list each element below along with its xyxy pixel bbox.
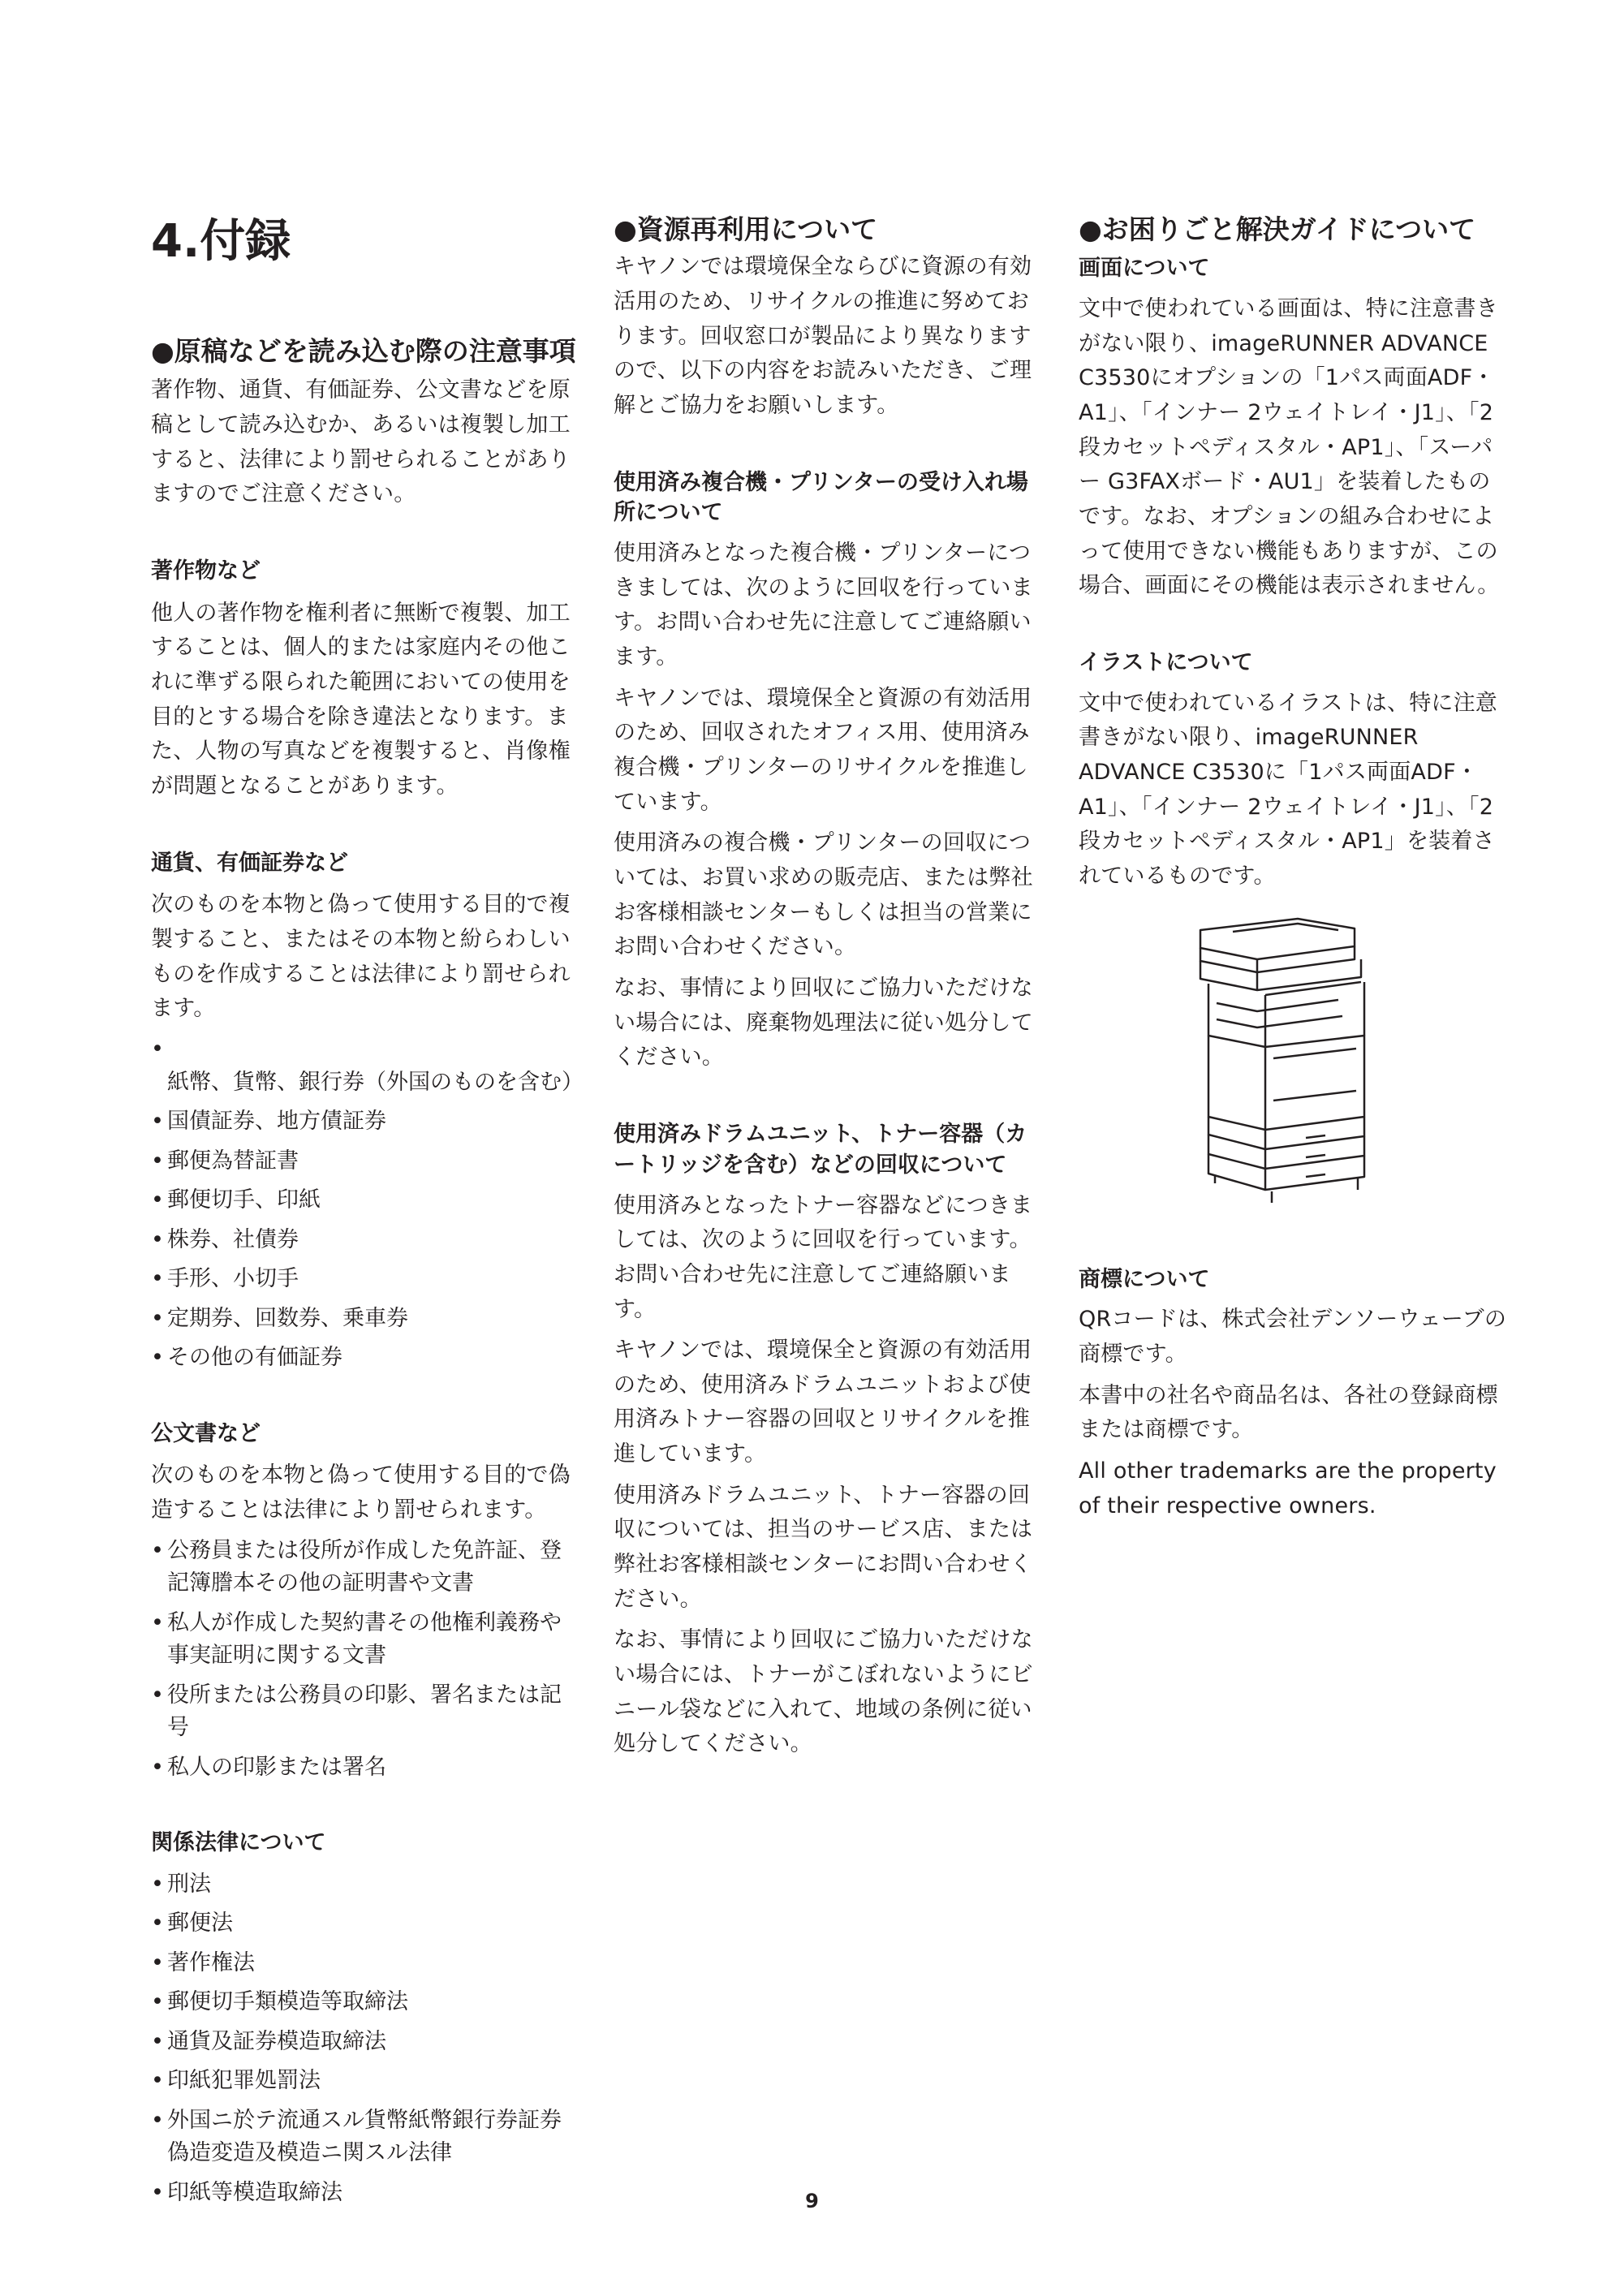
- copyright-body: 他人の著作物を権利者に無断で複製、加工することは、個人的または家庭内その他これに準ずる限られた範囲においての使用を目的とする場合を除き違法となります。また、人物の写真などを複製すると、肖像権が問題となることがあります。: [151, 600, 571, 799]
- list-item: • 役所または公務員の印影、署名または記号: [151, 1679, 579, 1745]
- heading-trademarks: 商標について: [1079, 1266, 1210, 1292]
- scan-precautions-intro: 著作物、通貨、有価証券、公文書などを原稿として読み込むか、あるいは複製し加工すると、法律により罰せられることがありますのでご注意ください。: [151, 377, 571, 507]
- trademarks-paragraph: 本書中の社名や商品名は、各社の登録商標または商標です。: [1079, 1382, 1498, 1443]
- list-item: • 印紙犯罪処罰法: [151, 2065, 579, 2098]
- section-title-recycling: ●資源再利用について: [614, 213, 878, 245]
- list-item: • 国債証券、地方債証券: [151, 1105, 579, 1139]
- list-item: • 紙幣、貨幣、銀行券（外国のものを含む）: [151, 1033, 579, 1099]
- heading-screens: 画面について: [1079, 256, 1210, 282]
- trademarks-paragraph: All other trademarks are the property of their respective owners.: [1079, 1458, 1497, 1518]
- list-item: • 定期券、回数券、乗車券: [151, 1303, 579, 1336]
- trademarks-paragraph: QRコードは、株式会社デンソーウェーブの商標です。: [1079, 1307, 1507, 1368]
- related-laws-list: [151, 1868, 579, 2210]
- screens-body: 文中で使われている画面は、特に注意書きがない限り、imageRUNNER ADVANCE C3530にオプションの「1パス両面ADF・A1」、「インナー 2ウェイトレイ・J1」、「2段カセットペディスタル・AP1」、「スーパー G3FAXボード・AU1」を装着したものです。なお、オプションの組み合わせによって使用できない機能もありますが、この場合、画面にその機能は表示されません。: [1079, 296, 1500, 599]
- list-item: • 外国ニ於テ流通スル貨幣紙幣銀行券証券偽造変造及模造ニ関スル法律: [151, 2104, 579, 2170]
- drum-return-paragraph: キヤノンでは、環境保全と資源の有効活用のため、使用済みドラムユニットおよび使用済みトナー容器の回収とリサイクルを推進しています。: [614, 1338, 1032, 1467]
- list-item: • 私人が作成した契約書その他権利義務や事実証明に関する文書: [151, 1607, 579, 1673]
- recycling-intro: キヤノンでは環境保全ならびに資源の有効活用のため、リサイクルの推進に努めております。回収窓口が製品により異なりますので、以下の内容をお読みいただき、ご理解とご協力をお願いします。: [614, 254, 1032, 418]
- list-item: • 通貨及証券模造取締法: [151, 2026, 579, 2059]
- heading-related-laws: 関係法律について: [151, 1830, 326, 1856]
- list-item: • 郵便切手、印紙: [151, 1184, 579, 1217]
- heading-mfp-return: 使用済み複合機・プリンターの受け入れ場所について: [614, 469, 1028, 526]
- section-title-troubleshooting-guide: ●お困りごと解決ガイドについて: [1079, 213, 1476, 245]
- list-item: • 手形、小切手: [151, 1263, 579, 1296]
- official-documents-list: [151, 1535, 579, 1785]
- list-item: • 刑法: [151, 1868, 579, 1902]
- column-middle: [614, 213, 1042, 1768]
- chapter-title: 4.付録: [151, 215, 291, 268]
- list-item: • 郵便法: [151, 1907, 579, 1941]
- list-item: • 郵便為替証書: [151, 1145, 579, 1178]
- page-number: 9: [805, 2190, 819, 2212]
- list-item: • 私人の印影または署名: [151, 1751, 579, 1785]
- list-item: • その他の有価証券: [151, 1342, 579, 1375]
- heading-copyright: 著作物など: [151, 558, 261, 584]
- currency-body: 次のものを本物と偽って使用する目的で複製すること、またはその本物と紛らわしいものを作成することは法律により罰せられます。: [151, 892, 571, 1022]
- heading-drum-toner-return: 使用済みドラムユニット、トナー容器（カートリッジを含む）などの回収について: [614, 1121, 1027, 1178]
- column-right: [1079, 213, 1507, 1530]
- drum-return-paragraph: 使用済みとなったトナー容器などにつきましては、次のように回収を行っています。お問い合わせ先に注意してご連絡願います。: [614, 1192, 1033, 1322]
- official-documents-body: 次のものを本物と偽って使用する目的で偽造することは法律により罰せられます。: [151, 1462, 571, 1523]
- mfp-return-paragraph: キヤノンでは、環境保全と資源の有効活用のため、回収されたオフィス用、使用済み複合機・プリンターのリサイクルを推進しています。: [614, 685, 1032, 815]
- heading-currency: 通貨、有価証券など: [151, 850, 348, 876]
- mfp-return-paragraph: 使用済みの複合機・プリンターの回収については、お買い求めの販売店、または弊社お客様相談センターもしくは担当の営業にお問い合わせください。: [614, 830, 1033, 960]
- list-item: • 郵便切手類模造等取締法: [151, 1986, 579, 2019]
- list-item: • 株券、社債券: [151, 1224, 579, 1257]
- currency-list: [151, 1033, 584, 1375]
- drum-return-paragraph: 使用済みドラムユニット、トナー容器の回収については、担当のサービス店、または弊社お客様相談センターにお問い合わせください。: [614, 1482, 1033, 1612]
- illustrations-body: 文中で使われているイラストは、特に注意書きがない限り、imageRUNNER ADVANCE C3530に「1パス両面ADF・A1」、「インナー 2ウェイトレイ・J1」、「2段カセットペディスタル・AP1」を装着されているものです。: [1079, 690, 1497, 890]
- drum-return-paragraph: なお、事情により回収にご協力いただけない場合には、トナーがこぼれないようにビニール袋などに入れて、地域の条例に従い処分してください。: [614, 1627, 1033, 1757]
- printer-illustration: [1176, 914, 1387, 1214]
- list-item: • 印紙等模造取締法: [151, 2177, 579, 2210]
- mfp-return-paragraph: なお、事情により回収にご協力いただけない場合には、廃棄物処理法に従い処分してください。: [614, 975, 1033, 1070]
- column-left: [151, 334, 584, 2216]
- heading-official-documents: 公文書など: [151, 1420, 261, 1446]
- mfp-return-paragraph: 使用済みとなった複合機・プリンターにつきましては、次のように回収を行っています。お問い合わせ先に注意してご連絡願います。: [614, 541, 1033, 670]
- section-title-scan-precautions: ●原稿などを読み込む際の注意事項: [151, 335, 576, 367]
- list-item: • 公務員または役所が作成した免許証、登記簿謄本その他の証明書や文書: [151, 1535, 579, 1600]
- list-item: • 著作権法: [151, 1947, 579, 1980]
- heading-illustrations: イラストについて: [1079, 649, 1253, 675]
